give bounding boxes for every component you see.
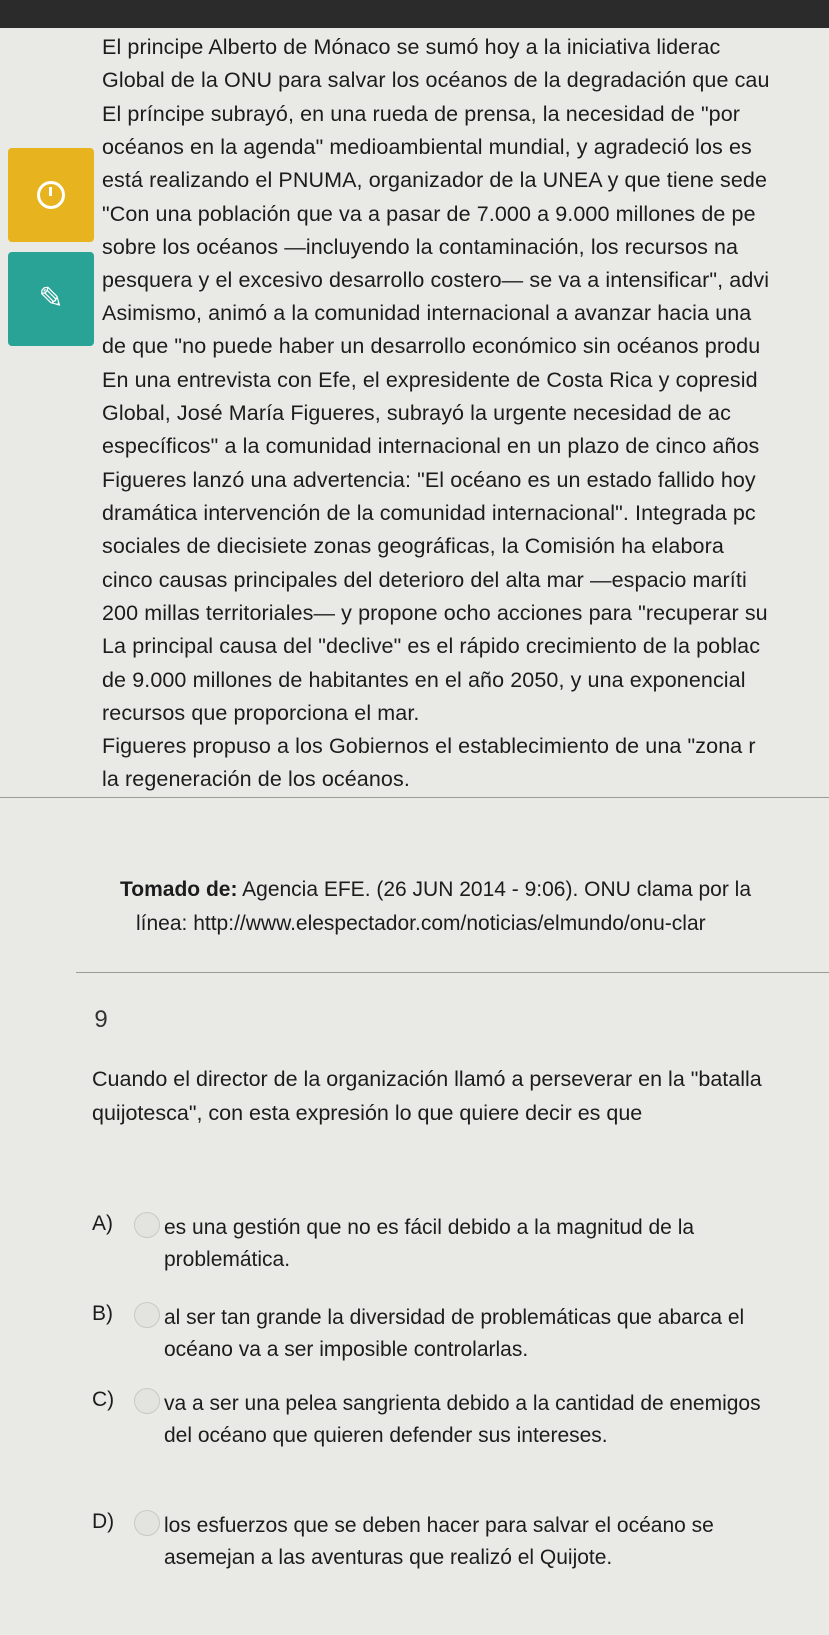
clock-icon (37, 181, 65, 209)
passage-line: Global de la ONU para salvar los océanos de la degradación que cau (102, 68, 770, 92)
option-letter: C) (92, 1388, 115, 1411)
passage-line: La principal causa del "declive" es el rápido crecimiento de la poblac (102, 634, 761, 658)
passage-line: sociales de diecisiete zonas geográficas, la Comisión ha elabora (102, 534, 724, 558)
question-number: 9 (94, 1006, 108, 1033)
reading-passage (100, 0, 829, 800)
divider (76, 972, 829, 973)
radio-button[interactable] (134, 1212, 160, 1238)
passage-line: la regeneración de los océanos. (102, 767, 410, 791)
passage-line: océanos en la agenda" medioambiental mundial, y agradeció los es (102, 135, 752, 159)
passage-line: El príncipe subrayó, en una rueda de prensa, la necesidad de "por (102, 102, 741, 126)
option-text: al ser tan grande la diversidad de problemáticas que abarca el océano va a ser imposible controlarlas. (164, 1306, 745, 1361)
option-letter: D) (92, 1510, 115, 1533)
option-letter: A) (92, 1212, 113, 1235)
edit-icon: ✎ (38, 282, 64, 315)
passage-line: cinco causas principales del deterioro del alta mar —espacio maríti (102, 568, 747, 592)
passage-line: dramática intervención de la comunidad internacional". Integrada pc (102, 501, 756, 525)
option-text: los esfuerzos que se deben hacer para salvar el océano se asemejan a las aventuras que realizó el Quijote. (164, 1514, 714, 1569)
passage-line: de 9.000 millones de habitantes en el año 2050, y una exponencial (102, 668, 746, 692)
radio-button[interactable] (134, 1302, 160, 1328)
source-label: Tomado de: (120, 878, 238, 901)
option-text: va a ser una pelea sangrienta debido a la cantidad de enemigos del océano que quieren defender sus intereses. (164, 1392, 761, 1447)
passage-line: pesquera y el excesivo desarrollo costero— se va a intensificar", advi (102, 268, 770, 292)
source-text: Agencia EFE. (26 JUN 2014 - 9:06). ONU clama por la (237, 878, 752, 901)
passage-line: En una entrevista con Efe, el expresidente de Costa Rica y copresid (102, 368, 758, 392)
edit-button[interactable] (8, 252, 94, 346)
passage-line: sobre los océanos —incluyendo la contaminación, los recursos na (102, 235, 739, 259)
radio-button[interactable] (134, 1388, 160, 1414)
passage-line: 200 millas territoriales— y propone ocho acciones para "recuperar su (102, 601, 768, 625)
passage-line: está realizando el PNUMA, organizador de la UNEA y que tiene sede (102, 168, 768, 192)
passage-line: "Con una población que va a pasar de 7.000 a 9.000 millones de pe (102, 202, 756, 226)
passage-line: Figueres propuso a los Gobiernos el establecimiento de una "zona r (102, 734, 756, 758)
passage-line: Figueres lanzó una advertencia: "El océano es un estado fallido hoy (102, 468, 756, 492)
option-text: es una gestión que no es fácil debido a la magnitud de la problemática. (164, 1216, 695, 1271)
divider (0, 797, 829, 798)
passage-line: recursos que proporciona el mar. (102, 701, 420, 725)
passage-line: de que "no puede haber un desarrollo económico sin océanos produ (102, 334, 761, 358)
timer-button[interactable] (8, 148, 94, 242)
radio-button[interactable] (134, 1510, 160, 1536)
passage-line: específicos" a la comunidad internacional en un plazo de cinco años (102, 434, 760, 458)
passage-line: Global, José María Figueres, subrayó la urgente necesidad de ac (102, 401, 731, 425)
question-text: Cuando el director de la organización llamó a perseverar en la "batalla quijotesca", con esta expresión lo que quiere decir es que (92, 1067, 762, 1125)
passage-line: El principe Alberto de Mónaco se sumó hoy a la iniciativa liderac (102, 35, 721, 59)
source-citation (120, 875, 829, 905)
passage-line: Asimismo, animó a la comunidad internacional a avanzar hacia una (102, 301, 752, 325)
source-url: línea: http://www.elespectador.com/noticias/elmundo/onu-clar (136, 912, 706, 935)
option-letter: B) (92, 1302, 113, 1325)
